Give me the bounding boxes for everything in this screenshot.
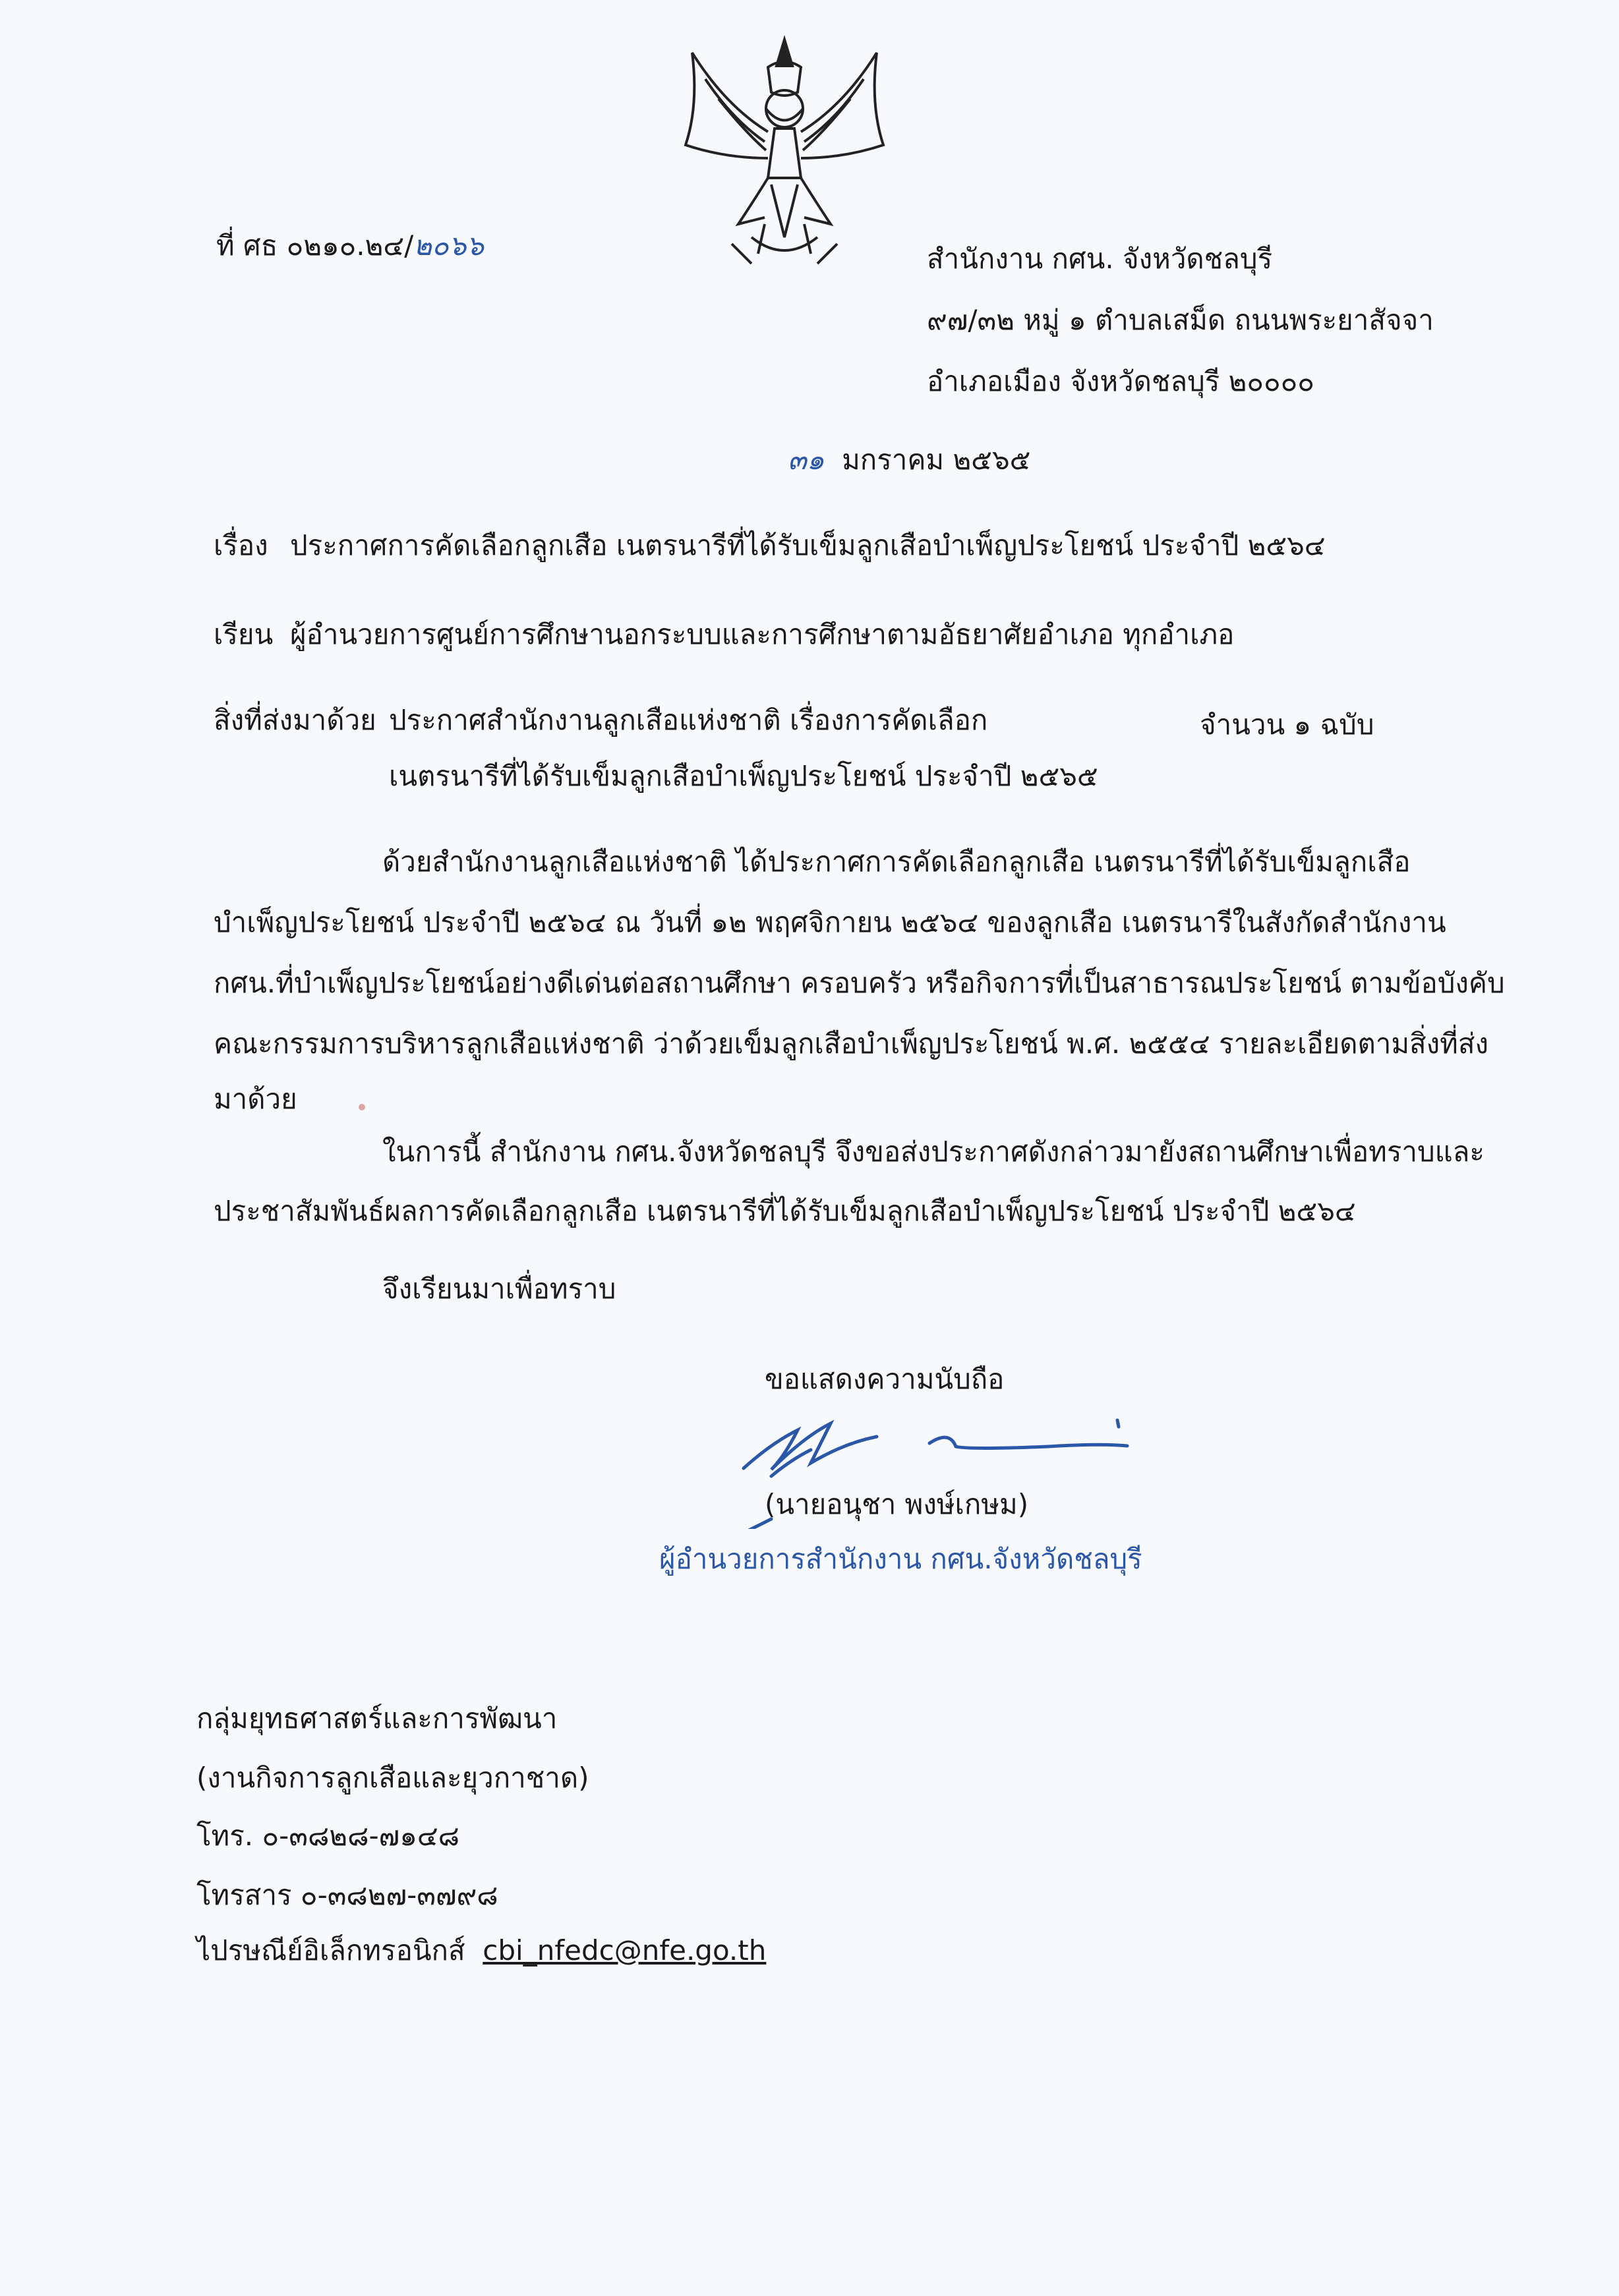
doc-number (216, 227, 484, 264)
subject-label: เรื่อง (214, 529, 268, 561)
signer-title: ผู้อำนวยการสำนักงาน กศน.จังหวัดชลบุรี (659, 1543, 1142, 1575)
body-para2-line: ประชาสัมพันธ์ผลการคัดเลือกลูกเสือ เนตรนารีที่ได้รับเข็มลูกเสือบำเพ็ญประโยชน์ ประจำปี ๒๕๖๔ (214, 1195, 1356, 1227)
office-address-line1: ๙๗/๓๒ หมู่ ๑ ตำบลเสม็ด ถนนพระยาสัจจา (927, 304, 1434, 336)
enclosure-line2: เนตรนารีที่ได้รับเข็มลูกเสือบำเพ็ญประโยชน์ ประจำปี ๒๕๖๕ (389, 760, 1098, 792)
doc-number-prefix: ที่ ศธ ๐๒๑๐.๒๔/ (216, 229, 414, 262)
recipient-label: เรียน (214, 618, 274, 650)
doc-number-handwritten: ๒๐๖๖ (413, 229, 484, 262)
closing-request: จึงเรียนมาเพื่อทราบ (382, 1273, 616, 1305)
office-address-line2: อำเภอเมือง จังหวัดชลบุรี ๒๐๐๐๐ (927, 365, 1314, 397)
footer-phone: โทร. ๐-๓๘๒๘-๗๑๔๘ (196, 1820, 460, 1852)
recipient-text: ผู้อำนวยการศูนย์การศึกษานอกระบบและการศึกษาตามอัธยาศัยอำเภอ ทุกอำเภอ (290, 618, 1235, 650)
date-month-year: มกราคม ๒๕๖๕ (842, 444, 1031, 476)
body-para1-line: คณะกรรมการบริหารลูกเสือแห่งชาติ ว่าด้วยเข็มลูกเสือบำเพ็ญประโยชน์ พ.ศ. ๒๕๕๔ รายละเอียดตามสิ่งที่ส่ง (214, 1027, 1489, 1060)
subject-text: ประกาศการคัดเลือกลูกเสือ เนตรนารีที่ได้รับเข็มลูกเสือบำเพ็ญประโยชน์ ประจำปี ๒๕๖๔ (290, 529, 1326, 561)
body-para1-line: ด้วยสำนักงานลูกเสือแห่งชาติ ได้ประกาศการคัดเลือกลูกเสือ เนตรนารีที่ได้รับเข็มลูกเสือ (382, 846, 1411, 878)
stray-mark (359, 1104, 365, 1110)
date-day-handwritten: ๓๑ (788, 444, 825, 476)
footer-department: กลุ่มยุทธศาสตร์และการพัฒนา (196, 1702, 558, 1735)
enclosure-quantity: จำนวน ๑ ฉบับ (1200, 708, 1374, 741)
body-para1-line: มาด้วย (214, 1083, 297, 1115)
enclosure-line1: ประกาศสำนักงานลูกเสือแห่งชาติ เรื่องการคัดเลือก (389, 704, 988, 736)
signer-name: (นายอนุชา พงษ์เกษม) (765, 1488, 1029, 1520)
footer-email-link[interactable]: cbi_nfedc@nfe.go.th (483, 1934, 767, 1966)
footer-fax: โทรสาร ๐-๓๘๒๗-๓๗๙๘ (196, 1879, 498, 1911)
garuda-emblem-icon (653, 26, 916, 290)
body-para1-line: บำเพ็ญประโยชน์ ประจำปี ๒๕๖๔ ณ วันที่ ๑๒ พฤศจิกายน ๒๕๖๔ ของลูกเสือ เนตรนารีในสังกัดสำนักงาน (214, 906, 1446, 938)
office-name: สำนักงาน กศน. จังหวัดชลบุรี (927, 243, 1273, 275)
closing-salutation: ขอแสดงความนับถือ (765, 1363, 1005, 1395)
body-para2-line: ในการนี้ สำนักงาน กศน.จังหวัดชลบุรี จึงขอส่งประกาศดังกล่าวมายังสถานศึกษาเพื่อทราบและ (382, 1135, 1485, 1168)
enclosure-label: สิ่งที่ส่งมาด้วย (214, 704, 376, 736)
letter-date (788, 442, 1030, 478)
footer-unit: (งานกิจการลูกเสือและยุวกาชาด) (196, 1762, 589, 1794)
body-para1-line: กศน.ที่บำเพ็ญประโยชน์อย่างดีเด่นต่อสถานศึกษา ครอบครัว หรือกิจการที่เป็นสาธารณประโยชน์ ตามข้อบังคับ (214, 967, 1505, 999)
footer-email-label: ไปรษณีย์อิเล็กทรอนิกส์ (196, 1934, 465, 1966)
footer-email-row (196, 1932, 766, 1969)
